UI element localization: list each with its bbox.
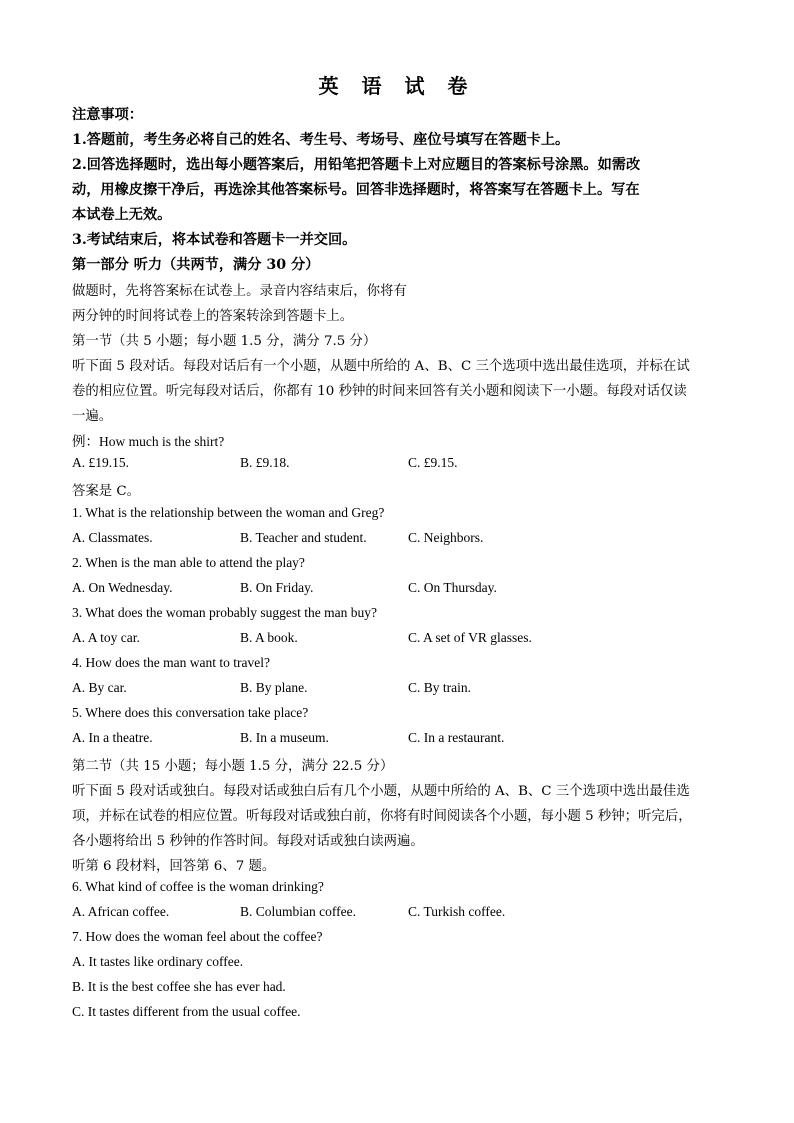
notice-item-2-line-2: 动，用橡皮擦干净后，再选涂其他答案标号。回答非选择题时，将答案写在答题卡上。写在 (72, 182, 640, 198)
section2-instruction-line-3: 各小题将给出 5 秒钟的作答时间。每段对话或独白读两遍。 (72, 834, 424, 849)
q3-option-b: B. A book. (240, 630, 298, 645)
part1-intro-line-2: 两分钟的时间将试卷上的答案转涂到答题卡上。 (72, 309, 354, 324)
example-option-c: C. £9.15. (408, 455, 458, 470)
q2-option-a: A. On Wednesday. (72, 580, 173, 595)
question-7: 7. How does the woman feel about the coffee? (72, 929, 323, 944)
q1-option-b: B. Teacher and student. (240, 530, 367, 545)
q3-option-a: A. A toy car. (72, 630, 140, 645)
q6-option-b: B. Columbian coffee. (240, 904, 356, 919)
notice-item-2-line-3: 本试卷上无效。 (72, 207, 172, 223)
q4-option-c: C. By train. (408, 680, 471, 695)
q1-option-a: A. Classmates. (72, 530, 153, 545)
example-option-b: B. £9.18. (240, 455, 290, 470)
page-title: 英 语 试 卷 (318, 74, 476, 98)
section1-instruction-line-2: 卷的相应位置。听完每段对话后，你都有 10 秒钟的时间来回答有关小题和阅读下一小题。每段对话仅读 (72, 384, 687, 399)
section2-instruction-line-1: 听下面 5 段对话或独白。每段对话或独白后有几个小题，从题中所给的 A、B、C 三个选项中选出最佳选 (72, 784, 690, 799)
q7-option-b: B. It is the best coffee she has ever had. (72, 979, 286, 994)
example-option-a: A. £19.15. (72, 455, 129, 470)
question-3: 3. What does the woman probably suggest the man buy? (72, 605, 377, 620)
question-1: 1. What is the relationship between the woman and Greg? (72, 505, 385, 520)
q4-option-b: B. By plane. (240, 680, 308, 695)
q6-option-c: C. Turkish coffee. (408, 904, 506, 919)
q7-option-a: A. It tastes like ordinary coffee. (72, 954, 244, 969)
part1-intro-line-1: 做题时，先将答案标在试卷上。录音内容结束后，你将有 (72, 284, 407, 299)
notice-item-1: 1.答题前，考生务必将自己的姓名、考生号、考场号、座位号填写在答题卡上。 (72, 132, 570, 148)
q2-option-c: C. On Thursday. (408, 580, 497, 595)
example-answer: 答案是 C。 (72, 484, 141, 499)
section1-instruction-line-3: 一遍。 (72, 409, 113, 424)
notice-item-2-line-1: 2.回答选择题时，选出每小题答案后，用铅笔把答题卡上对应题目的答案标号涂黑。如需改 (72, 157, 641, 173)
notice-item-3: 3.考试结束后，将本试卷和答题卡一并交回。 (72, 232, 357, 248)
q1-option-c: C. Neighbors. (408, 530, 484, 545)
section2-heading: 第二节（共 15 小题；每小题 1.5 分，满分 22.5 分） (72, 759, 394, 774)
example-question: 例：How much is the shirt? (72, 434, 225, 449)
question-4: 4. How does the man want to travel? (72, 655, 270, 670)
q6-option-a: A. African coffee. (72, 904, 170, 919)
material-6-label: 听第 6 段材料，回答第 6、7 题。 (72, 859, 276, 874)
notice-heading: 注意事项： (72, 107, 143, 123)
question-2: 2. When is the man able to attend the play? (72, 555, 305, 570)
section2-instruction-line-2: 项，并标在试卷的相应位置。听每段对话或独白前，你将有时间阅读各个小题，每小题 5 秒钟；听完后， (72, 809, 692, 824)
q5-option-c: C. In a restaurant. (408, 730, 505, 745)
q7-option-c: C. It tastes different from the usual coffee. (72, 1004, 301, 1019)
section1-heading: 第一节（共 5 小题；每小题 1.5 分，满分 7.5 分） (72, 334, 377, 349)
question-5: 5. Where does this conversation take place? (72, 705, 309, 720)
q2-option-b: B. On Friday. (240, 580, 314, 595)
part1-heading: 第一部分 听力（共两节，满分 30 分） (72, 257, 320, 273)
question-6: 6. What kind of coffee is the woman drinking? (72, 879, 324, 894)
q5-option-a: A. In a theatre. (72, 730, 153, 745)
section1-instruction-line-1: 听下面 5 段对话。每段对话后有一个小题，从题中所给的 A、B、C 三个选项中选出最佳选项，并标在试 (72, 359, 690, 374)
q4-option-a: A. By car. (72, 680, 127, 695)
q5-option-b: B. In a museum. (240, 730, 329, 745)
q3-option-c: C. A set of VR glasses. (408, 630, 532, 645)
